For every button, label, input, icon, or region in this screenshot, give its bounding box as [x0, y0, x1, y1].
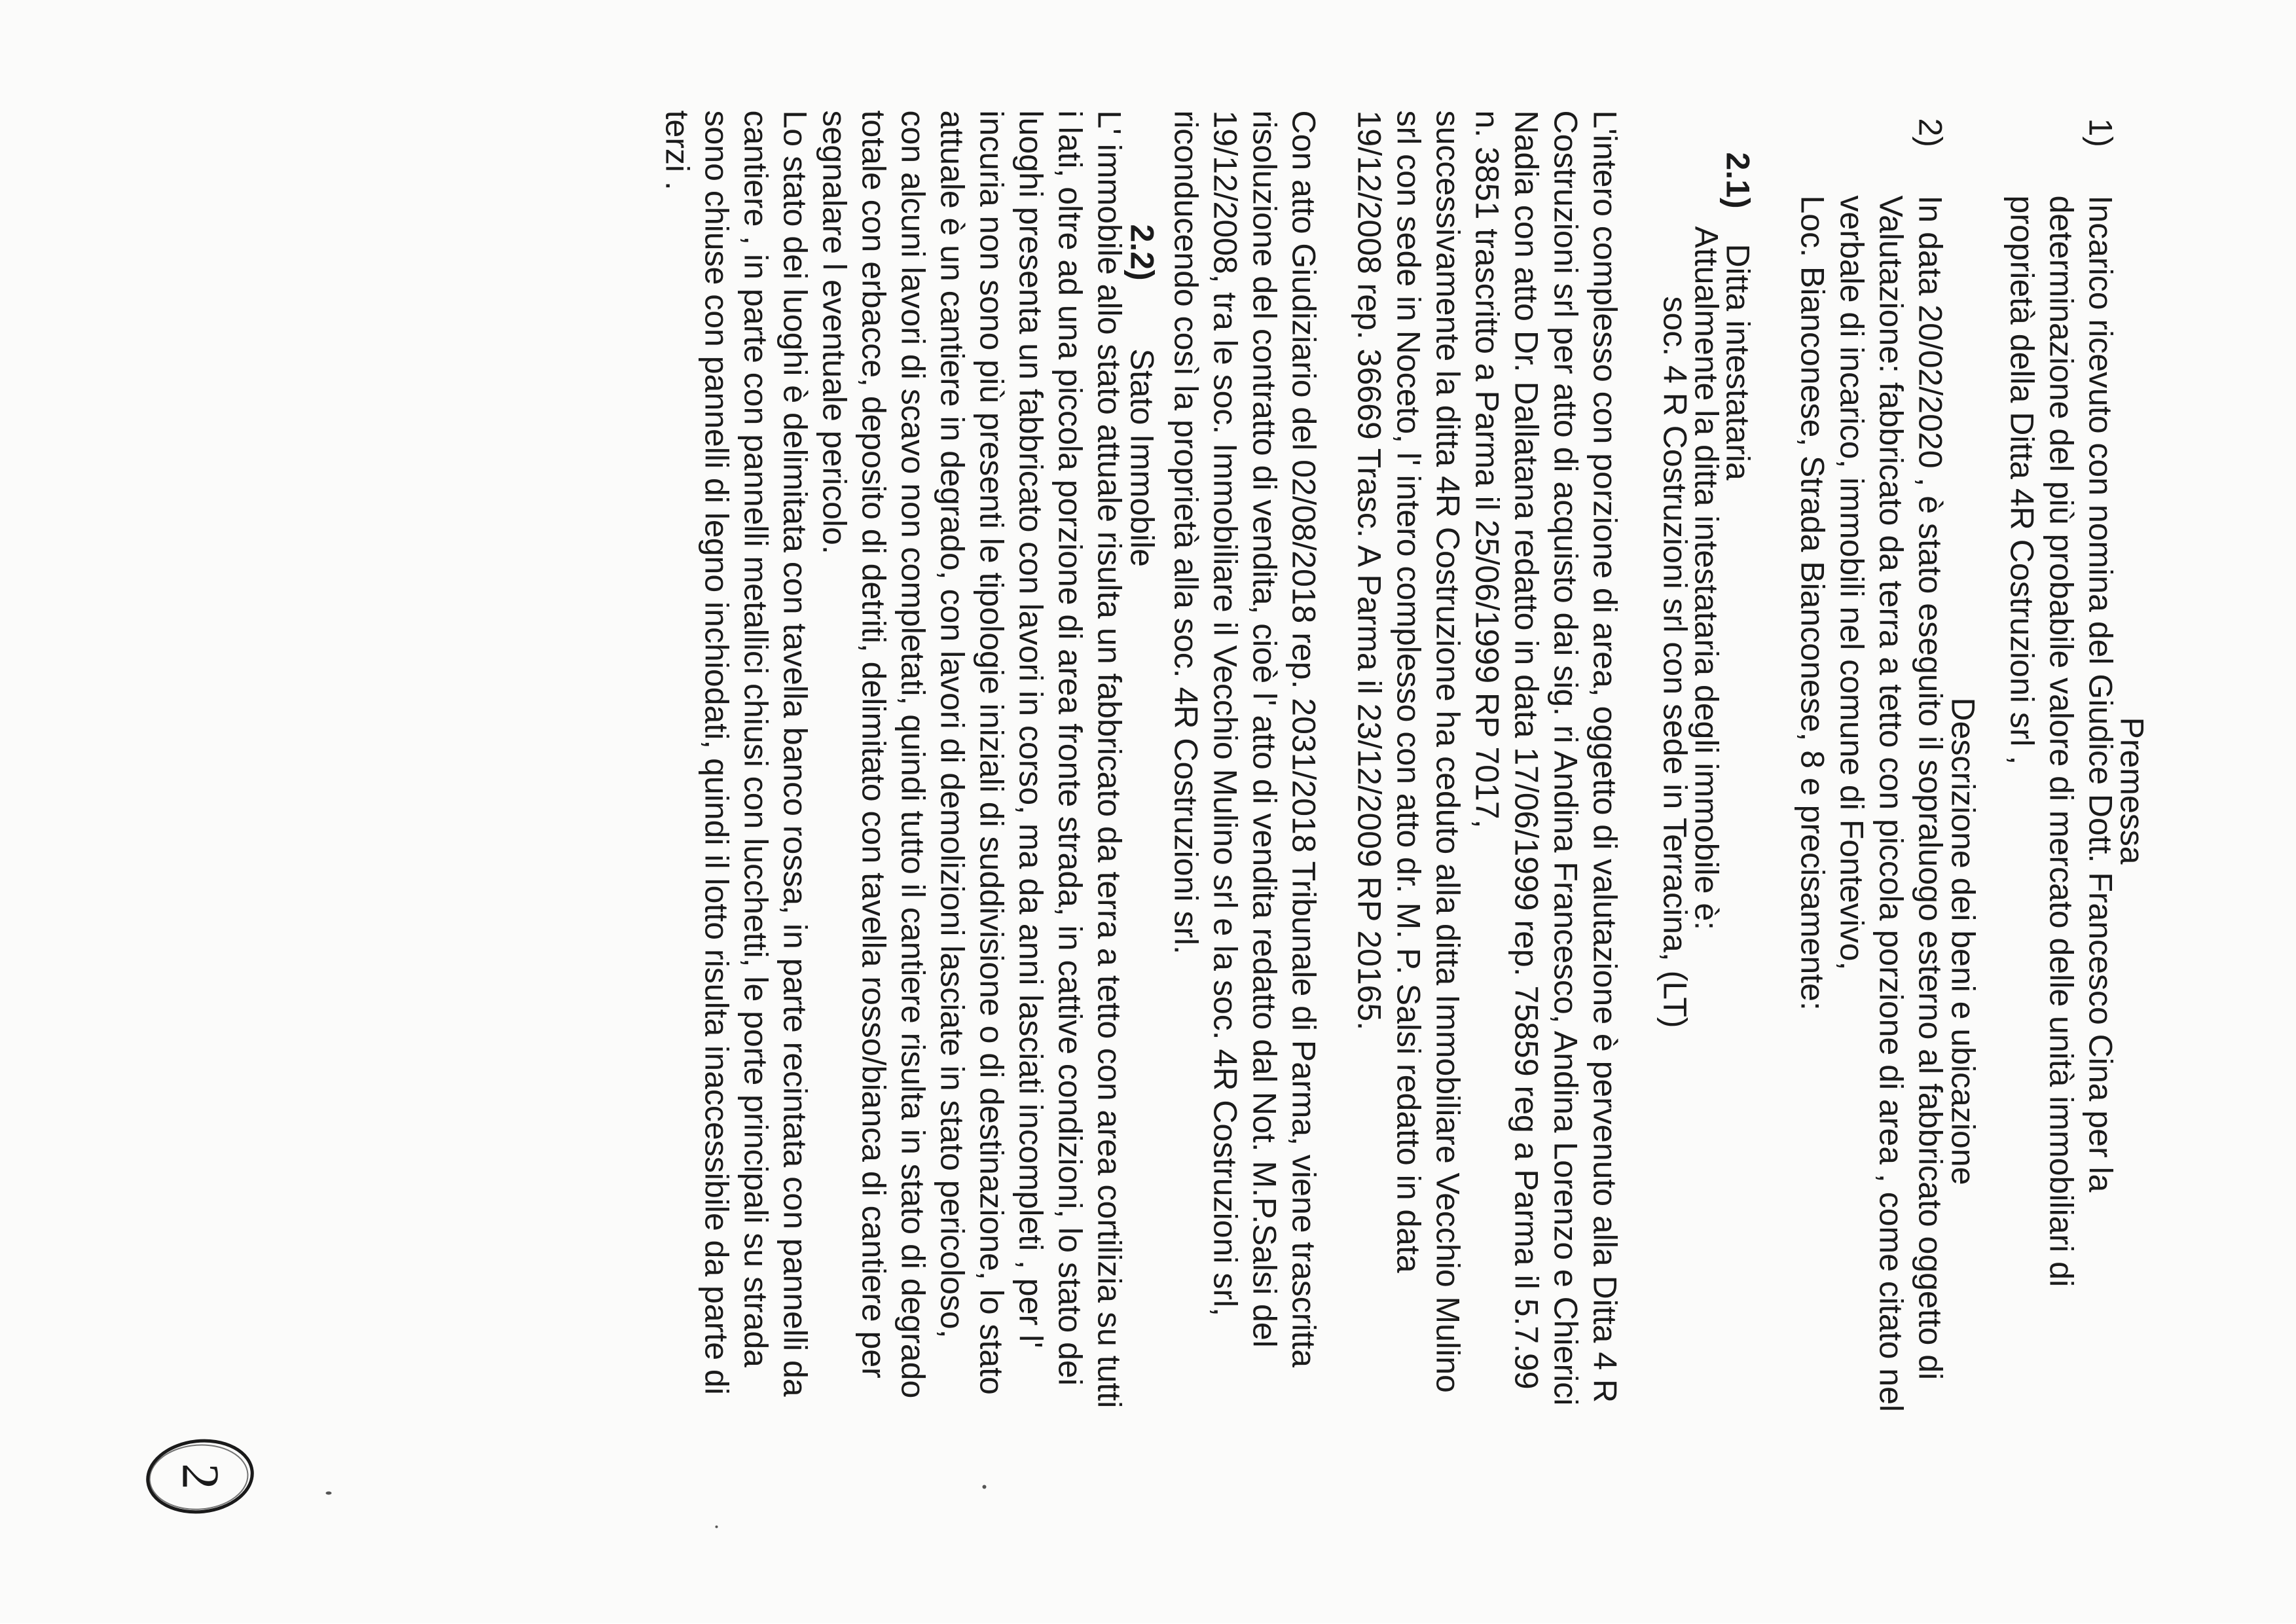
text-line: risoluzione del contratto di vendita, cioè l' atto di vendita redatto dal Not. M.P.Salsi del [1246, 110, 1283, 1348]
text-line: sono chiuse con pannelli di legno inchiodati, quindi il lotto risulta inaccessibile da parte di [698, 110, 735, 1395]
section-2-2-title: Stato Immobile [1123, 348, 1161, 567]
scan-speck [983, 1485, 987, 1489]
section-2-2-number: 2.2) [1123, 224, 1161, 281]
text-line: srl con sede in Noceto, l' intero complesso con atto dr. M. P. Salsi redatto in data [1390, 110, 1427, 1273]
section-2-1-number: 2.1) [1719, 152, 1757, 209]
premessa-title: Premessa [2113, 717, 2151, 865]
text-line: 19/12/2008, tra le soc. Immobiliare il Vecchio Mulino srl e la soc. 4R Costruzioni srl, [1207, 110, 1244, 1316]
text-line: determinazione del più probabile valore di mercato delle unità immobiliari di [2043, 195, 2080, 1288]
text-line: In data 20/02/2020 , è stato eseguito il sopraluogo esterno al fabbricato oggetto di [1912, 195, 1949, 1380]
descrizione-title: Descrizione dei beni e ubicazione [1944, 697, 1982, 1185]
stato-paragraph-2 [658, 111, 815, 1397]
text-line: Lo stato dei luoghi è delimitata con tavella banco rossa, in parte recintata con pannelli da [776, 110, 814, 1397]
text-line: totale con erbacce, deposito di detriti, delimitato con tavella rosso/bianca di cantiere per [855, 110, 892, 1379]
ditta-intro: Attualmente la ditta intestataria degli immobile è: [1688, 226, 1725, 931]
text-line: Incarico ricevuto con nomina del Giudice Dott. Francesco Cina per la [2082, 195, 2119, 1193]
text-line: con alcuni lavori di scavo non completati, quindi tutto il cantiere risulta in stato di degrado [894, 110, 932, 1399]
scan-speck [716, 1526, 718, 1528]
text-line: i lati, oltre ad una piccola porzione di area fronte strada, in cattive condizioni, lo stato dei [1051, 110, 1089, 1386]
text-line: L'intero complesso con porzione di area, oggetto di valutazione è pervenuto alla Ditta 4 R [1586, 110, 1624, 1403]
item-2-text [1793, 196, 1950, 1413]
ditta-paragraph-2 [1167, 111, 1324, 1368]
text-line: Con atto Giudiziario del 02/08/2018 rep. 2031/2018 Tribunale di Parma, viene trascritta [1285, 110, 1322, 1368]
text-line: luoghi presenta un fabbricato con lavori in corso, ma da anni lasciati incompleti , per l' [1012, 110, 1049, 1348]
text-line: Loc. Bianconese, Strada Bianconese, 8 e precisamente: [1794, 195, 1831, 1011]
ditta-owner: soc. 4 R Costruzioni srl con sede in Terracina, (LT) [1656, 296, 1694, 1028]
text-line: terzi . [659, 110, 696, 190]
text-line: n. 3851 trascritto a Parma il 25/06/1999 RP 7017, [1468, 110, 1506, 829]
section-2-1-title: Ditta intestataria [1719, 244, 1757, 480]
text-line: proprietà della Ditta 4R Costruzioni srl , [2003, 195, 2041, 765]
text-line: cantiere , in parte con pannelli metallici chiusi con lucchetti, le porte principali su strada [737, 110, 774, 1367]
page-number-text: 2 [171, 1463, 229, 1490]
document-page [0, 1, 2296, 1624]
handwritten-page-number [145, 1437, 257, 1516]
text-line: 19/12/2008 rep. 36669 Trasc. A Parma il 23/12/2009 RP 20165. [1351, 110, 1388, 1031]
text-line: segnalare l eventuale pericolo. [816, 110, 853, 554]
ditta-paragraph-1 [1350, 111, 1625, 1406]
text-line: riconducendo così la proprietà alla soc. 4R Costruzioni srl. [1167, 110, 1205, 955]
text-line: Nadia con atto Dr. Dallatana redatto in data 17/06/1999 rep. 75859 reg a Parma il 5.7.99 [1508, 110, 1545, 1390]
text-line: verbale di incarico, immobili nel comune di Fontevivo, [1833, 195, 1870, 971]
item-1-text [2003, 196, 2121, 1288]
scan-speck [326, 1492, 332, 1495]
text-line: successivamente la ditta 4R Costruzione ha ceduto alla ditta Immobiliare Vecchio Mulino [1429, 110, 1467, 1393]
text-line: L' immobile allo stato attuale risulta un fabbricato da terra a tetto con area cortilizia su tutti [1091, 110, 1128, 1409]
item-2-number: 2) [1912, 118, 1949, 147]
text-line: attuale è un cantiere in degrado, con lavori di demolizioni lasciate in stato pericoloso, [934, 110, 971, 1339]
stato-paragraph-1 [815, 111, 1129, 1409]
text-line: incuria non sono più presenti le tipologie iniziali di suddivisione o di destinazione, lo stato [973, 110, 1010, 1395]
item-1-number: 1) [2082, 118, 2119, 147]
text-line: Costruzioni srl per atto di acquisto dai sig. ri Andina Francesco, Andina Lorenzo e Chierici [1547, 110, 1584, 1406]
text-line: Valutazione: fabbricato da terra a tetto con piccola porzione di area , come citato nel [1872, 195, 1910, 1412]
